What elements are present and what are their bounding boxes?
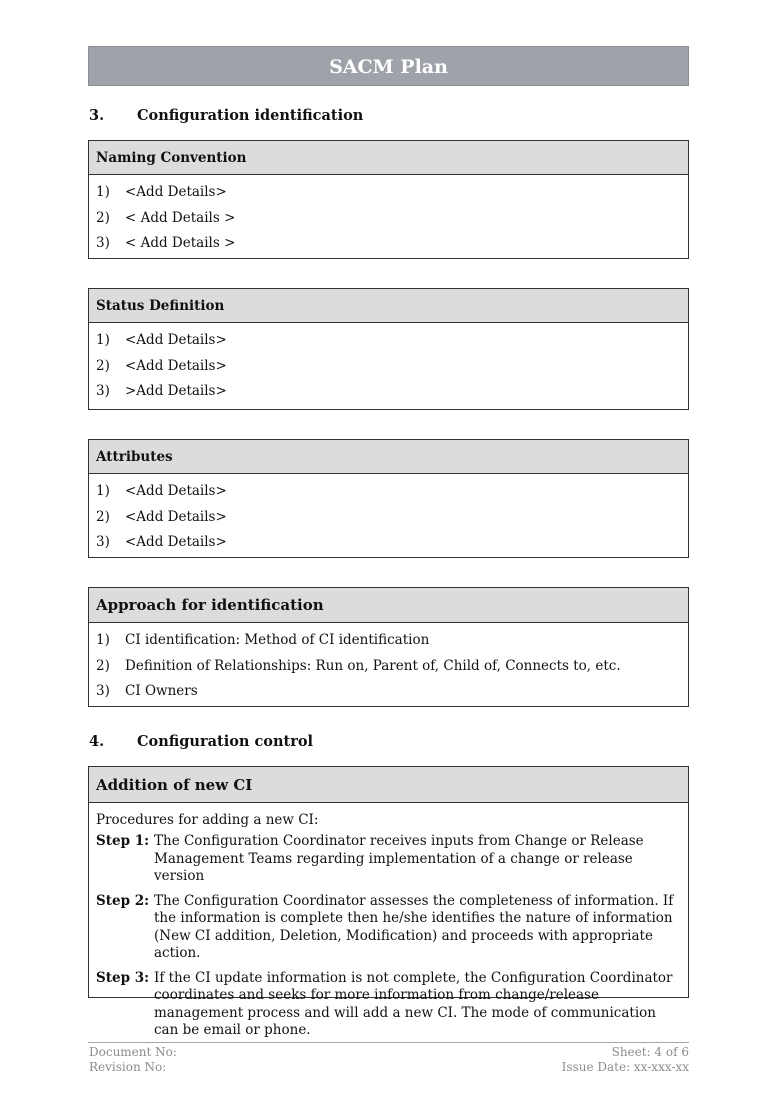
list-item [96, 181, 681, 207]
section-number: 4. [89, 733, 105, 750]
section-title: Configuration control [137, 733, 314, 750]
item-number: 2) [96, 508, 110, 525]
item-number: 3) [96, 383, 110, 399]
list-item [96, 329, 681, 355]
item-text: Definition of Relationships: Run on, Parent of, Child of, Connects to, etc. [125, 657, 621, 674]
revision-number: Revision No: [89, 1059, 167, 1074]
item-text: <Add Details> [125, 508, 227, 525]
issue-date: Issue Date: xx-xxx-xx [561, 1059, 689, 1074]
procedure-intro: Procedures for adding a new CI: [96, 812, 319, 828]
step-text: The Configuration Coordinator assesses the completeness of information. If the information is complete then he/she identifies the nature of information (New CI addition, Deletion, Modification) and proceeds with appropriate action. [154, 892, 674, 961]
list-item [96, 207, 681, 233]
status-definition-table [88, 288, 689, 410]
item-number: 2) [96, 209, 110, 226]
step-text: If the CI update information is not complete, the Configuration Coordinator coordinates and seeks for more information from change/release management process and will add a new CI. The mode of communication can be email or phone. [154, 969, 673, 1038]
step-text: The Configuration Coordinator receives inputs from Change or Release Management Teams regarding implementation of a change or release version [154, 833, 644, 884]
list-item [96, 655, 681, 681]
item-text: CI identification: Method of CI identification [125, 632, 430, 648]
sheet-number: Sheet: 4 of 6 [611, 1045, 689, 1059]
footer-right [562, 1045, 689, 1074]
item-number: 3) [96, 534, 110, 550]
item-number: 2) [96, 357, 110, 374]
item-number: 3) [96, 683, 110, 699]
step-label: Step 2: [96, 892, 150, 909]
section-number: 3. [89, 107, 105, 124]
table-header: Status Definition [89, 289, 688, 323]
item-text: <Add Details> [125, 184, 227, 200]
item-number: 1) [96, 184, 110, 200]
procedure-step [89, 833, 688, 893]
item-number: 2) [96, 657, 110, 674]
table-header: Addition of new CI [89, 767, 688, 803]
item-text: < Add Details > [125, 235, 236, 251]
item-number: 1) [96, 483, 110, 499]
list-item [96, 480, 681, 506]
step-label: Step 1: [96, 833, 150, 849]
item-text: < Add Details > [125, 209, 236, 226]
item-text: <Add Details> [125, 483, 227, 499]
list-item [96, 506, 681, 532]
item-number: 1) [96, 332, 110, 348]
item-text: >Add Details> [125, 383, 227, 399]
page-title: SACM Plan [88, 46, 689, 86]
item-text: <Add Details> [125, 332, 227, 348]
list-item [96, 380, 681, 406]
section-3-heading [89, 107, 363, 125]
list-item [96, 531, 681, 557]
attributes-table [88, 439, 689, 558]
table-header: Naming Convention [89, 141, 688, 175]
section-title: Configuration identification [137, 107, 364, 124]
item-number: 1) [96, 632, 110, 648]
table-header: Attributes [89, 440, 688, 474]
addition-of-new-ci-table [88, 766, 689, 1038]
procedure-step [89, 970, 688, 1047]
document-number: Document No: [89, 1045, 177, 1059]
list-item [96, 680, 681, 706]
item-text: CI Owners [125, 683, 198, 699]
footer-divider [88, 1042, 689, 1043]
item-number: 3) [96, 235, 110, 251]
procedure-step [89, 893, 688, 970]
naming-convention-table [88, 140, 689, 259]
approach-table [88, 587, 689, 707]
item-text: <Add Details> [125, 534, 227, 550]
list-item [96, 232, 681, 258]
table-header: Approach for identification [89, 588, 688, 623]
list-item [96, 355, 681, 381]
footer-left [89, 1045, 177, 1074]
step-label: Step 3: [96, 969, 150, 986]
list-item [96, 629, 681, 655]
section-4-heading [89, 733, 313, 751]
item-text: <Add Details> [125, 357, 227, 374]
